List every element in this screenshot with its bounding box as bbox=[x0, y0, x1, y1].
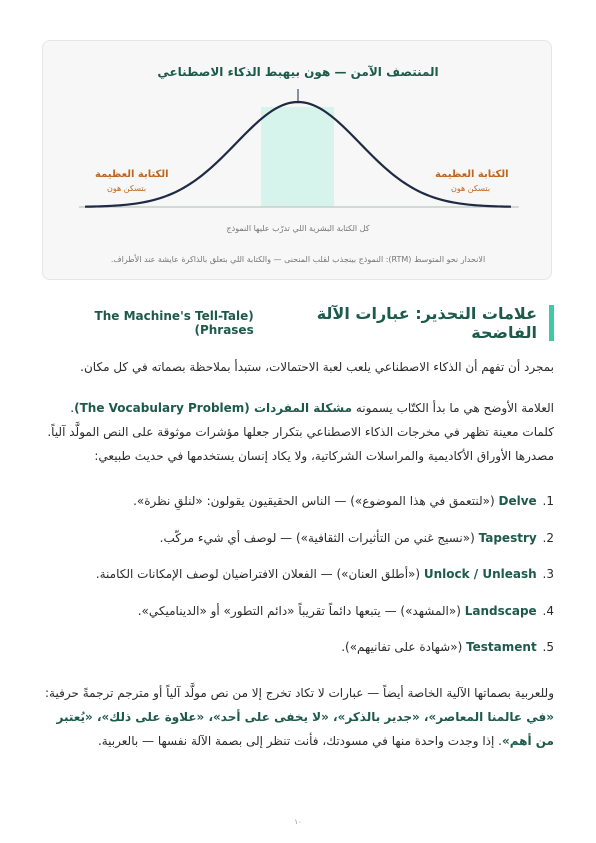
vocabulary-paragraph bbox=[42, 396, 554, 468]
x-axis-caption: كل الكتابة البشرية اللي تدرّب عليها النموذج bbox=[226, 224, 370, 233]
item-number: 4. bbox=[542, 603, 554, 618]
item-description: («لنتعمق في هذا الموضوع») — الناس الحقيقيون يقولون: «لنلقِ نظرة». bbox=[133, 494, 499, 508]
middle-band bbox=[261, 107, 334, 207]
heading-english: (The Machine's Tell-Tale Phrases) bbox=[94, 309, 254, 337]
vocab-after: . كلمات معينة تظهر في مخرجات الذكاء الاصطناعي بتكرار جعلها مؤشرات موثوقة على النص المولَّد آلياً. مصدرها الأوراق الأكاديمية والمراسلات الشركاتية، ولا يكاد إنسان يستخدمها في حديث طبيعي: bbox=[47, 401, 554, 463]
item-description: («نسيج غني من التأثيرات الثقافية») — لوصف أي شيء مركّب. bbox=[159, 530, 479, 545]
left-tail-subtitle: بتسكن هون bbox=[107, 184, 147, 193]
item-term: Delve bbox=[498, 494, 537, 508]
vocab-before: العلامة الأوضح هي ما بدأ الكتّاب يسمونه bbox=[352, 401, 554, 415]
list-item bbox=[64, 529, 554, 566]
heading-arabic: علامات التحذير: عبارات الآلة الفاضحة bbox=[316, 304, 537, 342]
list-item bbox=[64, 638, 554, 675]
item-number: 2. bbox=[542, 530, 554, 545]
arabic-phrases: «في عالمنا المعاصر»، «جدير بالذكر»، «لا يخفى على أحد»، «علاوة على ذلك»، «يُعتبر من أهم» bbox=[56, 710, 554, 748]
item-term: Tapestry bbox=[478, 530, 537, 545]
item-description: («شهادة على تفانيهم»). bbox=[341, 640, 467, 654]
list-item bbox=[64, 492, 554, 529]
list-item bbox=[64, 602, 554, 639]
arabic-phrases-paragraph bbox=[42, 681, 554, 753]
peak-label: المنتصف الآمن — هون بيهبط الذكاء الاصطناعي bbox=[157, 65, 439, 79]
bell-curve-figure bbox=[42, 40, 552, 280]
word-list bbox=[64, 492, 554, 675]
right-tail-title: الكتابة العظيمة bbox=[435, 169, 509, 180]
item-term: Unlock / Unleash bbox=[423, 567, 537, 581]
arabic-after: . إذا وجدت واحدة منها في مسودتك، فأنت تنظر إلى بصمة الآلة نفسها — بالعربية. bbox=[97, 734, 502, 748]
item-term: Testament bbox=[466, 640, 537, 654]
figure-caption: الانحدار نحو المتوسط (RTM): النموذج بينجذب لقلب المنحنى — والكتابة اللي بتعلق بالذاكرة عايشة عند الأطراف. bbox=[110, 255, 486, 264]
intro-paragraph: بمجرد أن تفهم أن الذكاء الاصطناعي يلعب لعبة الاحتمالات، ستبدأ بملاحظة بصماته في كل مكان. bbox=[80, 360, 554, 374]
item-description: («المشهد») — يتبعها دائماً تقريباً «دائم التطور» أو «الديناميكي». bbox=[137, 603, 465, 618]
item-number: 3. bbox=[542, 567, 554, 581]
item-number: 5. bbox=[542, 640, 554, 654]
list-item bbox=[64, 565, 554, 602]
item-term: Landscape bbox=[464, 603, 537, 618]
right-tail-subtitle: بتسكن هون bbox=[451, 184, 491, 193]
item-number: 1. bbox=[542, 494, 554, 508]
vocab-english: (The Vocabulary Problem) bbox=[74, 401, 254, 415]
vocab-highlight: مشكلة المفردات bbox=[253, 401, 353, 415]
page-number: ١٠ bbox=[294, 818, 302, 826]
item-description: («أطلق العنان») — الفعلان الافتراضيان لوصف الإمكانات الكامنة. bbox=[95, 567, 424, 581]
section-heading bbox=[42, 305, 554, 341]
left-tail-title: الكتابة العظيمة bbox=[95, 169, 169, 180]
arabic-before: وللعربية بصماتها الآلية الخاصة أيضاً — عبارات لا تكاد تخرج إلا من نص مولَّد آلياً أو مترجم ترجمةً حرفية: bbox=[45, 686, 554, 700]
